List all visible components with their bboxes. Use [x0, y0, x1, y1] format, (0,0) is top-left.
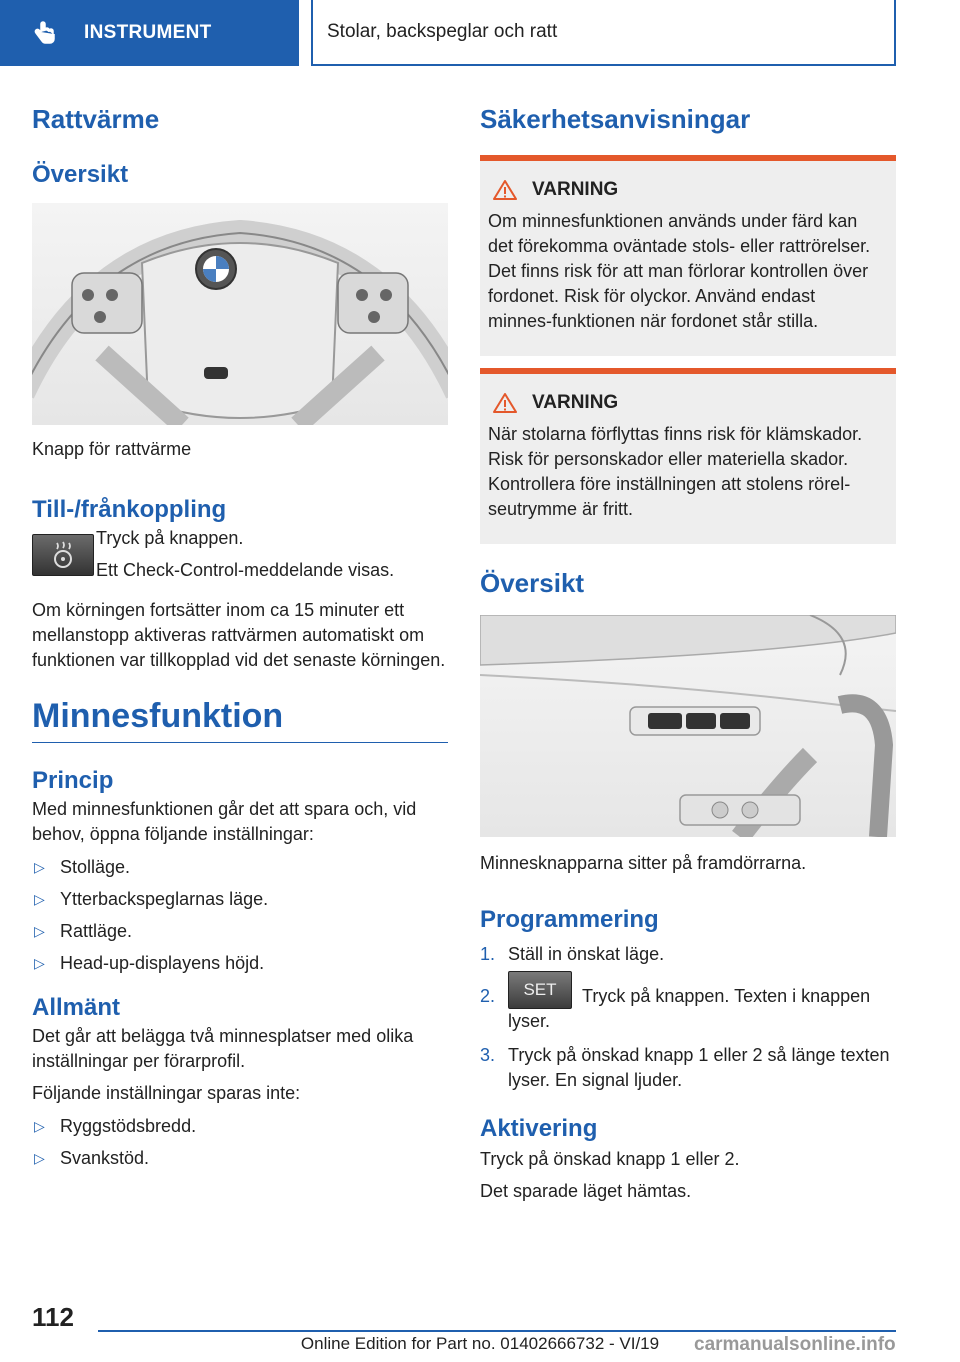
door-memory-buttons-image: [480, 615, 896, 837]
allmant-list: [32, 1114, 448, 1171]
list-item: ▷ Ytterbackspeglarnas läge.: [34, 889, 269, 909]
page-number: 112: [32, 1302, 74, 1332]
till-instruction-2: Ett Check-Control-meddelande visas.: [96, 560, 395, 580]
programmering-list: [480, 942, 896, 1093]
allmant-text: Det går att belägga två minnesplatser med olika inställningar per förarprofil.: [32, 1026, 414, 1071]
list-item: ▷ Ryggstödsbredd.: [34, 1116, 197, 1136]
warning-title: VARNING: [532, 179, 619, 200]
left-column: [32, 100, 448, 1178]
footer-rule: [98, 1330, 896, 1332]
heated-steering-wheel-icon: [47, 539, 79, 571]
watermark: carmanualsonline.info: [694, 1334, 896, 1355]
heading-sakerhetsanvisningar: Säkerhetsanvisningar: [480, 104, 751, 134]
warning-text-2: När stolarna förflyttas finns risk för klämskador. Risk för personskador eller materiella skador. Kontrollera före inställningen att stolens rörelseutrymme är fritt.: [488, 424, 863, 519]
allmant-text-2: Följande inställningar sparas inte:: [32, 1083, 301, 1103]
heading-oversikt-right: Översikt: [480, 568, 585, 598]
door-caption: Minnesknapparna sitter på framdörrarna.: [480, 853, 807, 873]
list-item: ▷ Svankstöd.: [34, 1148, 150, 1168]
list-item: 2. SET Tryck på knappen. Texten i knappen lyser.: [480, 976, 896, 1034]
warning-triangle-icon: [492, 392, 518, 414]
heading-princip: Princip: [32, 767, 114, 794]
aktivering-line-1: Tryck på önskad knapp 1 eller 2.: [480, 1149, 740, 1170]
set-button[interactable]: SET: [508, 971, 572, 1009]
warning-title: VARNING: [532, 392, 619, 413]
till-instruction-1: Tryck på knappen.: [96, 528, 244, 548]
warning-triangle-icon: [492, 179, 518, 201]
section-title: Stolar, backspeglar och ratt: [311, 0, 896, 66]
heading-allmant: Allmänt: [32, 994, 121, 1021]
heading-till-franko: Till-/frånkoppling: [32, 496, 227, 523]
steering-wheel-image: [32, 203, 448, 425]
warning-box-2: [480, 368, 896, 544]
princip-text: Med minnesfunktionen går det att spara och, vid behov, öppna följande inställningar:: [32, 799, 417, 844]
list-item: 1. Ställ in önskat läge.: [480, 944, 665, 964]
heading-aktivering: Aktivering: [480, 1115, 598, 1143]
heading-programmering: Programmering: [480, 906, 659, 933]
heading-minnesfunktion: Minnesfunktion: [32, 697, 448, 743]
warning-text-1: Om minnesfunktionen används under färd kan det förekomma oväntade stols- eller rattrörelser. Det finns risk för att man förlorar kontrollen över fordonet. Risk för olyckor. Använd endast minnes-funktionen när fordonet står stilla.: [488, 211, 871, 331]
heated-wheel-button[interactable]: [32, 534, 94, 576]
right-column: [480, 100, 896, 1204]
chapter-tab-label: INSTRUMENT: [84, 22, 212, 43]
list-item: ▷ Head-up-displayens höjd.: [34, 953, 265, 973]
chapter-tab[interactable]: [0, 0, 299, 66]
princip-list: [32, 855, 448, 976]
heading-rattvarme: Rattvärme: [32, 104, 160, 134]
hand-pointer-icon: [34, 20, 60, 46]
warning-box-1: [480, 155, 896, 356]
heading-oversikt-left: Översikt: [32, 161, 129, 188]
aktivering-line-2: Det sparade läget hämtas.: [480, 1181, 692, 1202]
till-paragraph: Om körningen fortsätter inom ca 15 minuter ett mellanstopp aktiveras rattvärmen automatiskt om funktionen var tillkopplad vid det senaste körningen.: [32, 600, 446, 670]
wheel-caption: Knapp för rattvärme: [32, 439, 192, 459]
list-item: ▷ Rattläge.: [34, 921, 133, 941]
edition-text: Online Edition for Part no. 01402666732 - VI/19: [300, 1334, 660, 1353]
list-item: ▷ Stolläge.: [34, 857, 131, 877]
list-item: 3. Tryck på önskad knapp 1 eller 2 så länge texten lyser. En signal ljuder.: [480, 1045, 890, 1091]
